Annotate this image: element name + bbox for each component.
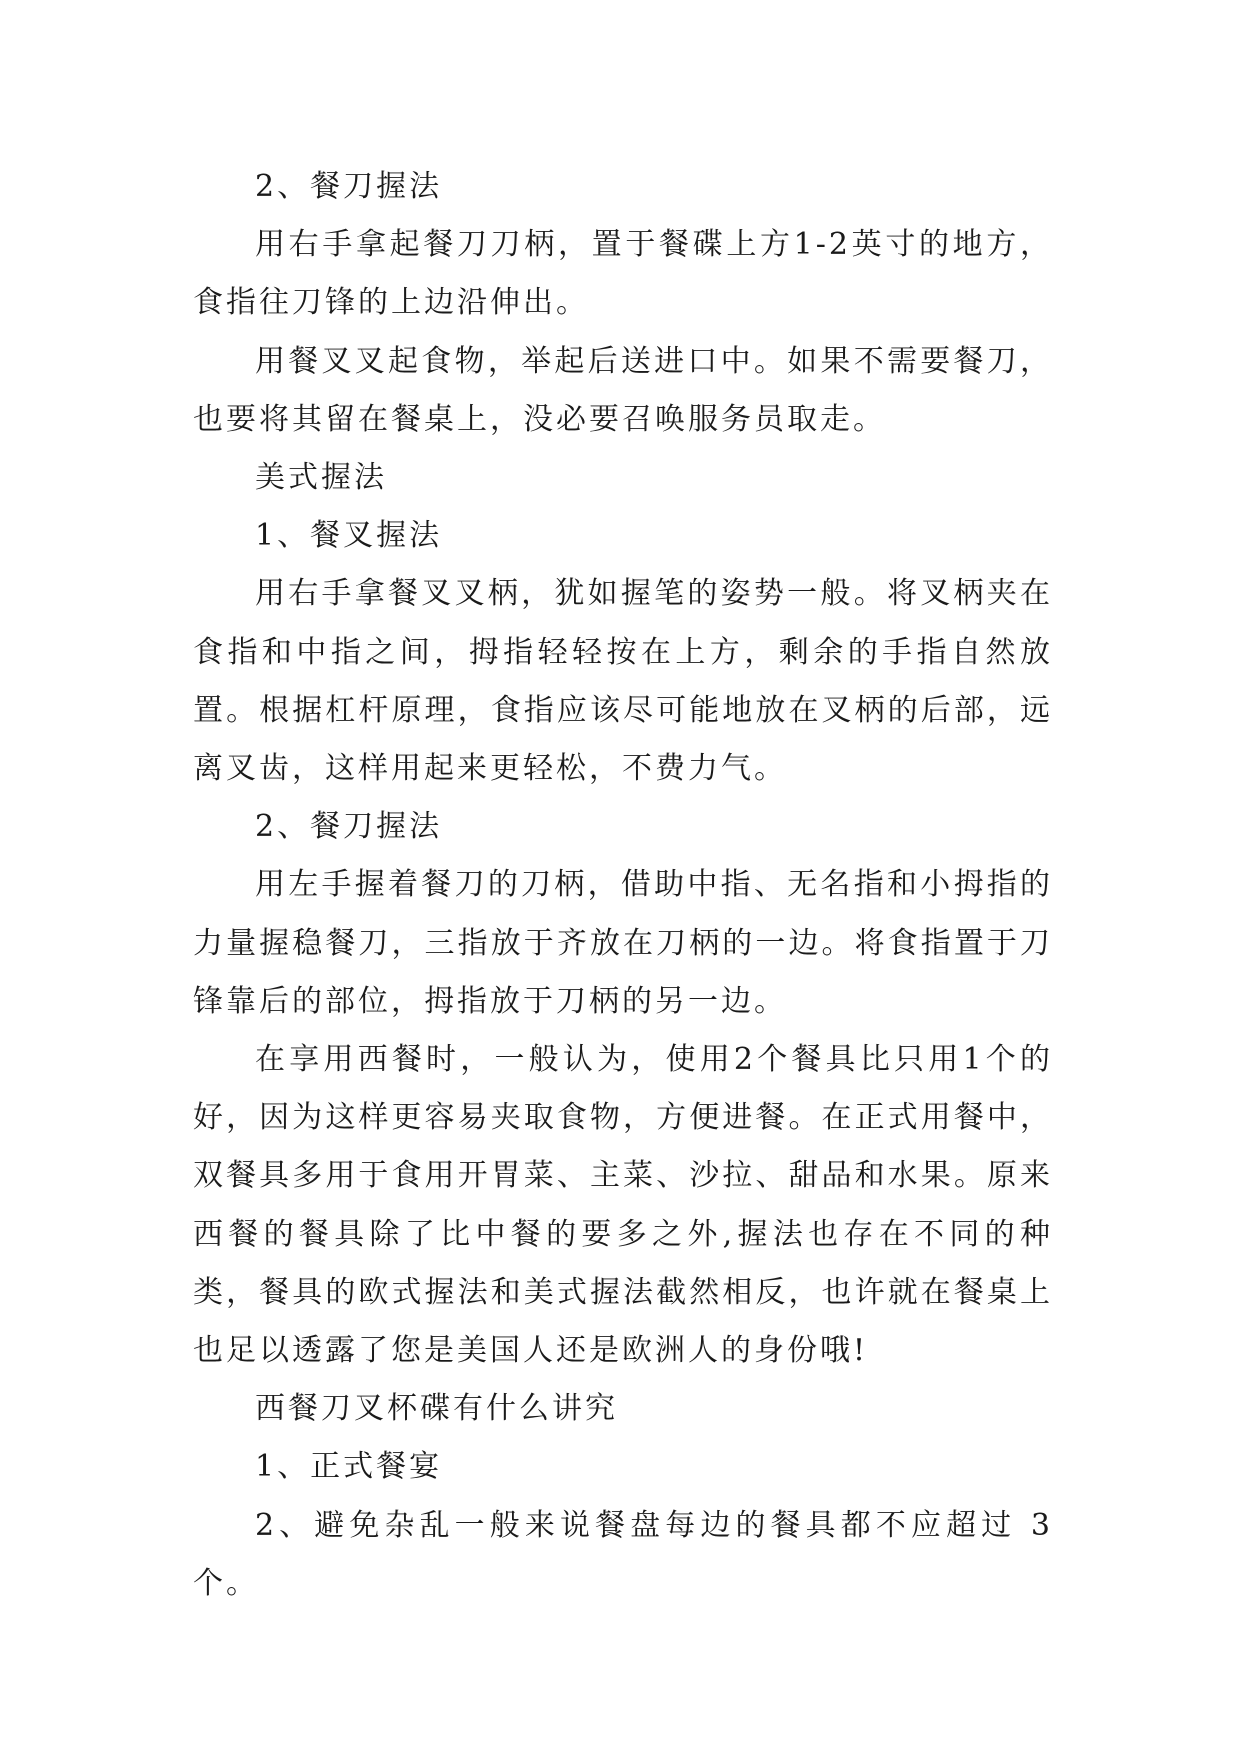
- paragraph-avoid-clutter: 2、避免杂乱一般来说餐盘每边的餐具都不应超过 3 个。: [193, 1507, 1053, 1601]
- heading-knife-grip-american: 2、餐刀握法: [255, 809, 443, 845]
- document-body: [193, 158, 1053, 1613]
- heading-knife-grip-european: 2、餐刀握法: [255, 169, 443, 204]
- paragraph-western-dining-summary: 在享用西餐时，一般认为，使用2个餐具比只用1个的好，因为这样更容易夹取食物，方便进餐。在正式用餐中，双餐具多用于食用开胃菜、主菜、沙拉、甜品和水果。原来西餐的餐具除了比中餐的要多之外,握法也存在不同的种类，餐具的欧式握法和美式握法截然相反，也许就在餐桌上也足以透露了您是美国人还是欧洲人的身份哦!: [193, 1042, 1053, 1369]
- paragraph-knife-grip-description: 用右手拿起餐刀刀柄，置于餐碟上方1-2英寸的地方，食指往刀锋的上边沿伸出。: [193, 227, 1053, 321]
- heading-fork-grip: 1、餐叉握法: [255, 518, 443, 554]
- paragraph-fork-grip-description: 用右手拿餐叉叉柄，犹如握笔的姿势一般。将叉柄夹在食指和中指之间，拇指轻轻按在上方，剩余的手指自然放置。根据杠杆原理，食指应该尽可能地放在叉柄的后部，远离叉齿，这样用起来更轻松，不费力气。: [193, 576, 1053, 787]
- heading-american-grip: 美式握法: [255, 460, 387, 496]
- paragraph-fork-eating: 用餐叉叉起食物，举起后送进口中。如果不需要餐刀，也要将其留在餐桌上，没必要召唤服务员取走。: [193, 343, 1053, 437]
- paragraph-knife-grip-left-hand: 用左手握着餐刀的刀柄，借助中指、无名指和小拇指的力量握稳餐刀，三指放于齐放在刀柄的一边。将食指置于刀锋靠后的部位，拇指放于刀柄的另一边。: [193, 867, 1053, 1019]
- heading-formal-banquet: 1、正式餐宴: [255, 1449, 443, 1485]
- heading-cutlery-etiquette: 西餐刀叉杯碟有什么讲究: [255, 1391, 618, 1427]
